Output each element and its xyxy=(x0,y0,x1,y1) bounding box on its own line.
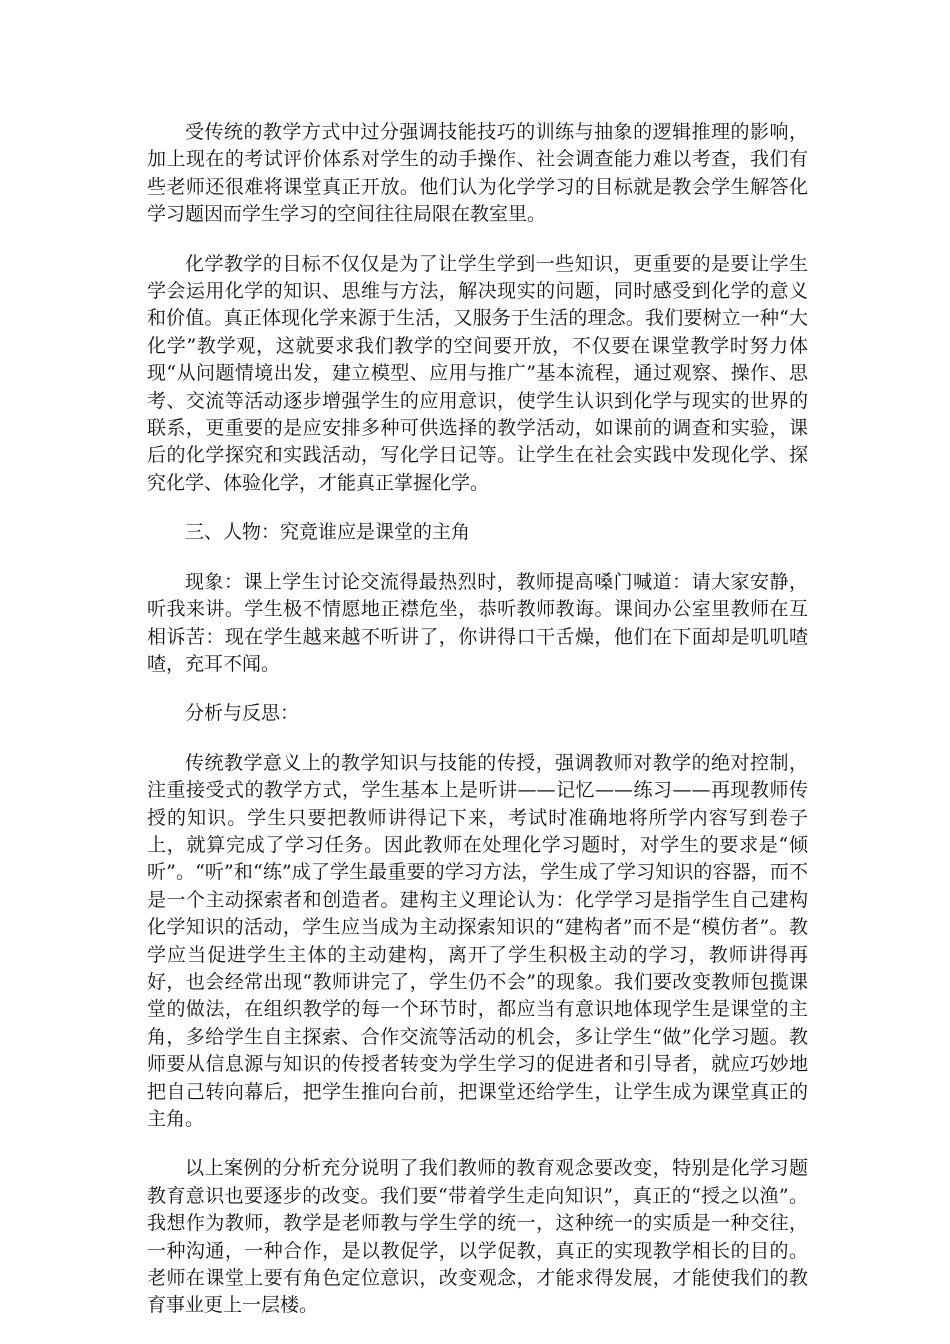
paragraph-conclusion: 以上案例的分析充分说明了我们教师的教育观念要改变，特别是化学习题教育意识也要逐步的改变。我们要“带着学生走向知识”，真正的“授之以渔”。我想作为教师，教学是老师教与学生学的统一，这种统一的实质是一种交往，一种沟通，一种合作，是以教促学，以学促教，真正的实现教学相长的目的。老师在课堂上要有角色定位意识，改变观念，才能求得发展，才能使我们的教育事业更上一层楼。 xyxy=(147,1157,808,1317)
document-page xyxy=(147,119,808,1342)
paragraph-phenomenon: 现象：课上学生讨论交流得最热烈时，教师提高嗓门喊道：请大家安静，听我来讲。学生极不情愿地正襟危坐，恭听教师教诲。课间办公室里教师在互相诉苦：现在学生越来越不听讲了，你讲得口干舌燥，他们在下面却是叽叽喳喳，充耳不闻。 xyxy=(147,570,808,675)
paragraph-teaching-goal: 化学教学的目标不仅仅是为了让学生学到一些知识，更重要的是要让学生学会运用化学的知识、思维与方法，解决现实的问题，同时感受到化学的意义和价值。真正体现化学来源于生活，又服务于生活的理念。我们要树立一种“大化学”教学观，这就要求我们教学的空间要开放，不仅要在课堂教学时努力体现“从问题情境出发，建立模型、应用与推广”基本流程，通过观察、操作、思考、交流等活动逐步增强学生的应用意识，使学生认识到化学与现实的世界的联系，更重要的是应安排多种可供选择的教学活动，如课前的调查和实验，课后的化学探究和实践活动，写化学日记等。让学生在社会实践中发现化学、探究化学、体验化学，才能真正掌握化学。 xyxy=(147,252,808,494)
section-heading-characters: 三、人物：究竟谁应是课堂的主角 xyxy=(185,521,471,544)
subheading-analysis: 分析与反思： xyxy=(185,702,300,725)
paragraph-analysis: 传统教学意义上的教学知识与技能的传授，强调教师对教学的绝对控制，注重接受式的教学方式，学生基本上是听讲——记忆——练习——再现教师传授的知识。学生只要把教师讲得记下来，考试时准确地将所学内容写到卷子上，就算完成了学习任务。因此教师在处理化学习题时，对学生的要求是“倾听”。“听”和“练”成了学生最重要的学习方法，学生成了学习知识的容器，而不是一个主动探索者和创造者。建构主义理论认为：化学学习是指学生自己建构化学知识的活动，学生应当成为主动探索知识的“建构者”而不是“模仿者”。教学应当促进学生主体的主动建构，离开了学生积极主动的学习，教师讲得再好，也会经常出现“教师讲完了，学生仍不会”的现象。我们要改变教师包揽课堂的做法，在组织教学的每一个环节时，都应当有意识地体现学生是课堂的主角，多给学生自主探索、合作交流等活动的机会，多让学生“做”化学习题。教师要从信息源与知识的传授者转变为学生学习的促进者和引导者，就应巧妙地把自己转向幕后，把学生推向台前，把课堂还给学生，让学生成为课堂真正的主角。 xyxy=(147,751,808,1130)
paragraph-traditional-teaching: 受传统的教学方式中过分强调技能技巧的训练与抽象的逻辑推理的影响，加上现在的考试评价体系对学生的动手操作、社会调查能力难以考查，我们有些老师还很难将课堂真正开放。他们认为化学学习的目标就是教会学生解答化学习题因而学生学习的空间往往局限在教室里。 xyxy=(147,121,808,226)
